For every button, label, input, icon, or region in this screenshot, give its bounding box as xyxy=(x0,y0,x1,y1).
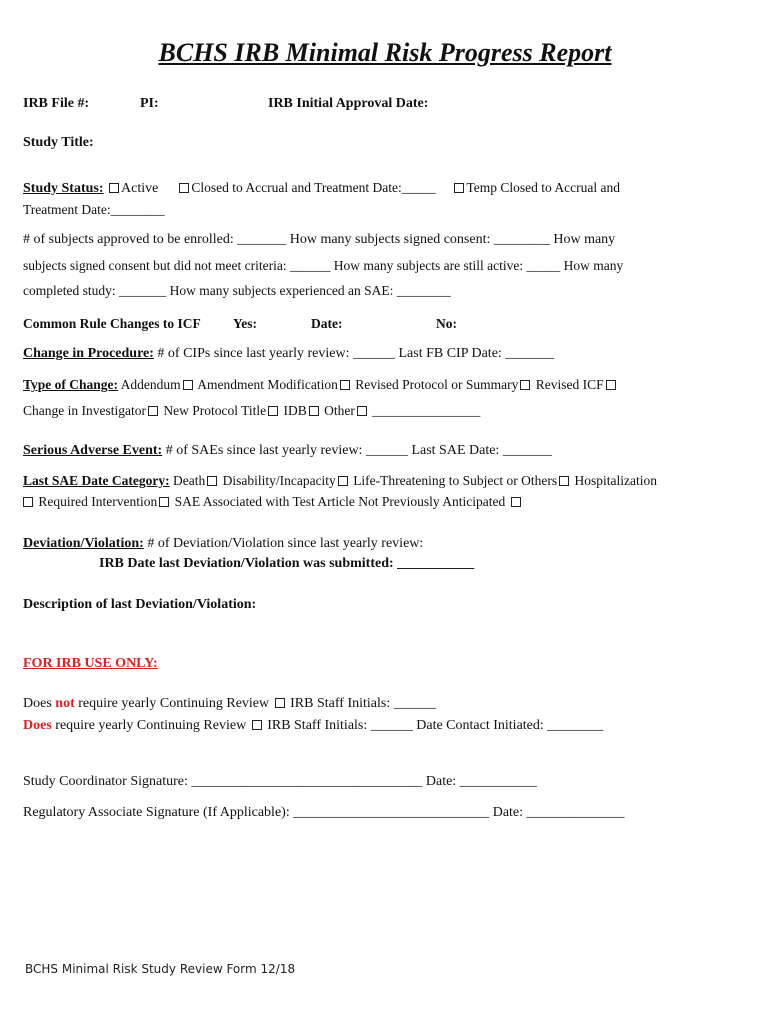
checkbox-change-investigator[interactable] xyxy=(148,406,158,416)
irb-require-row xyxy=(23,719,603,733)
study-status-row xyxy=(23,181,620,196)
checkbox-closed[interactable] xyxy=(179,183,189,193)
deviation-label: Deviation/Violation: xyxy=(23,536,144,551)
checkbox-other[interactable] xyxy=(357,406,367,416)
temp-closed-option: Temp Closed to Accrual and xyxy=(466,180,620,195)
type-new-title: New Protocol Title xyxy=(163,403,267,418)
type-revised-protocol: Revised Protocol or Summary xyxy=(355,377,519,392)
irb-file-label: IRB File #: xyxy=(23,96,90,111)
type-idb: IDB xyxy=(283,403,307,418)
irb-line2-tail: IRB Staff Initials: ______ Date Contact Initiated: ________ xyxy=(267,718,604,733)
other-blank: ________________ xyxy=(372,403,481,418)
coordinator-signature: Study Coordinator Signature: _________________________________ Date: ___________ xyxy=(23,774,537,789)
treatment-date: Treatment Date:________ xyxy=(23,202,165,217)
checkbox-death[interactable] xyxy=(207,476,217,486)
deviation-row xyxy=(23,537,423,551)
irb-line1-tail: IRB Staff Initials: ______ xyxy=(290,696,436,711)
closed-option: Closed to Accrual and Treatment Date:_____ xyxy=(191,180,436,195)
sae-row xyxy=(23,444,552,458)
checkbox-sae-associated[interactable] xyxy=(511,497,521,507)
type-of-change-row-2 xyxy=(23,404,480,418)
checkbox-addendum[interactable] xyxy=(183,380,193,390)
common-rule-yes: Yes: xyxy=(233,316,257,331)
study-status-label: Study Status: xyxy=(23,181,104,196)
subjects-line-2: subjects signed consent but did not meet criteria: ______ How many subjects are still active: _____ How many xyxy=(23,258,624,273)
checkbox-active[interactable] xyxy=(109,183,119,193)
checkbox-life-threatening[interactable] xyxy=(559,476,569,486)
checkbox-not-require[interactable] xyxy=(275,698,285,708)
type-other: Other xyxy=(324,403,355,418)
regulatory-signature: Regulatory Associate Signature (If Applicable): ____________________________ Date: ______________ xyxy=(23,805,625,820)
checkbox-required-intervention[interactable] xyxy=(159,497,169,507)
type-change-investigator: Change in Investigator xyxy=(23,403,146,418)
study-title-label: Study Title: xyxy=(23,135,94,150)
sae-category-label: Last SAE Date Category: xyxy=(23,473,170,488)
deviation-text: # of Deviation/Violation since last yearly review: xyxy=(143,536,424,551)
checkbox-revised-icf[interactable] xyxy=(606,380,616,390)
description-label: Description of last Deviation/Violation: xyxy=(23,597,257,612)
common-rule-label: Common Rule Changes to ICF xyxy=(23,316,201,331)
irb-line1-not: not xyxy=(55,696,75,711)
sae-hospitalization: Hospitalization xyxy=(574,473,657,488)
type-amendment: Amendment Modification xyxy=(197,377,338,392)
type-addendum: Addendum xyxy=(120,377,181,392)
irb-line1-pre: Does xyxy=(23,696,56,711)
type-of-change-row xyxy=(23,378,618,392)
irb-line2-does: Does xyxy=(23,718,52,733)
checkbox-require[interactable] xyxy=(252,720,262,730)
type-of-change-label: Type of Change: xyxy=(23,377,119,392)
common-rule-date: Date: xyxy=(311,316,343,331)
page-title: BCHS IRB Minimal Risk Progress Report xyxy=(158,38,612,67)
pi-label: PI: xyxy=(140,96,159,111)
active-option: Active xyxy=(121,181,159,196)
checkbox-amendment[interactable] xyxy=(340,380,350,390)
checkbox-hospitalization[interactable] xyxy=(23,497,33,507)
deviation-irb-date: IRB Date last Deviation/Violation was submitted: ___________ xyxy=(99,556,475,571)
irb-use-heading: FOR IRB USE ONLY: xyxy=(23,656,158,671)
sae-label: Serious Adverse Event: xyxy=(23,443,163,458)
sae-death: Death xyxy=(172,473,206,488)
change-procedure-row xyxy=(23,347,554,361)
subjects-line-3: completed study: _______ How many subjects experienced an SAE: ________ xyxy=(23,283,451,298)
checkbox-new-title[interactable] xyxy=(268,406,278,416)
type-revised-icf: Revised ICF xyxy=(535,377,604,392)
checkbox-idb[interactable] xyxy=(309,406,319,416)
irb-line2-post: require yearly Continuing Review xyxy=(51,718,247,733)
change-procedure-text: # of CIPs since last yearly review: ______ Last FB CIP Date: _______ xyxy=(153,346,555,361)
sae-text: # of SAEs since last yearly review: ______ Last SAE Date: _______ xyxy=(162,443,552,458)
change-procedure-label: Change in Procedure: xyxy=(23,346,154,361)
footer: BCHS Minimal Risk Study Review Form 12/18 xyxy=(25,962,296,976)
irb-not-require-row xyxy=(23,697,436,711)
irb-line1-post: require yearly Continuing Review xyxy=(74,696,270,711)
sae-category-row-2 xyxy=(23,495,523,509)
sae-life-threatening: Life-Threatening to Subject or Others xyxy=(353,473,558,488)
sae-category-row xyxy=(23,474,657,488)
checkbox-temp-closed[interactable] xyxy=(454,183,464,193)
subjects-line-1: # of subjects approved to be enrolled: _______ How many subjects signed consent: ________ How many xyxy=(23,232,616,247)
sae-disability: Disability/Incapacity xyxy=(222,473,336,488)
common-rule-no: No: xyxy=(436,316,457,331)
checkbox-disability[interactable] xyxy=(338,476,348,486)
sae-required-intervention: Required Intervention xyxy=(38,494,158,509)
checkbox-revised-protocol[interactable] xyxy=(520,380,530,390)
sae-associated: SAE Associated with Test Article Not Previously Anticipated xyxy=(174,494,506,509)
approval-date-label: IRB Initial Approval Date: xyxy=(268,96,429,111)
